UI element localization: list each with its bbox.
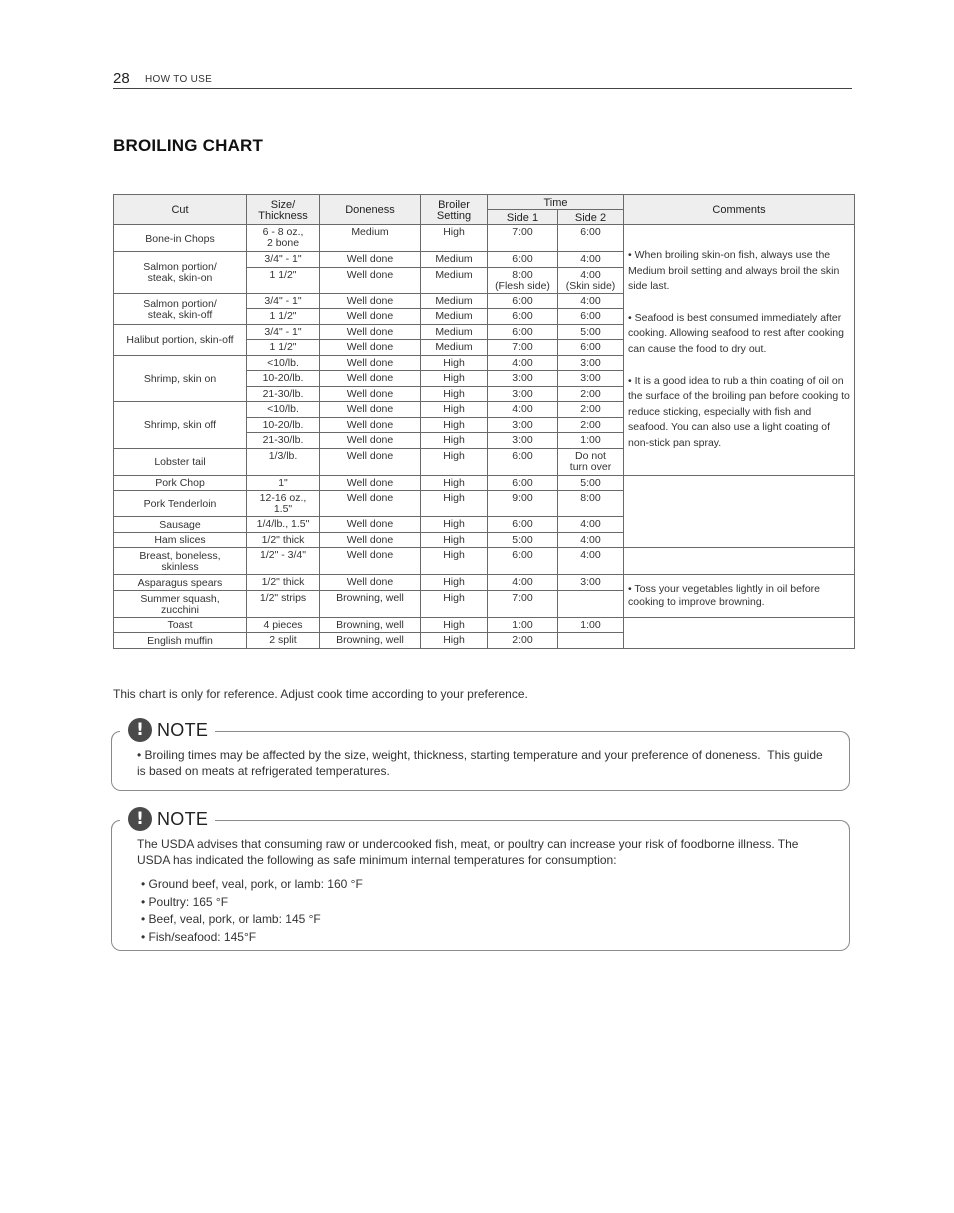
cell-cut: Shrimp, skin on bbox=[114, 355, 247, 402]
exclamation-icon: ! bbox=[128, 807, 152, 831]
cell-size: 6 - 8 oz., 2 bone bbox=[247, 225, 320, 252]
cell-comments-vegetables: • Toss your vegetables lightly in oil before cooking to improve browning. bbox=[624, 575, 855, 618]
cell-size: 1/3/lb. bbox=[247, 448, 320, 475]
table-row bbox=[114, 548, 855, 575]
cell-doneness: Well done bbox=[320, 433, 421, 449]
cell-doneness: Well done bbox=[320, 475, 421, 491]
cell-broiler-setting: High bbox=[421, 225, 488, 252]
cell-side-1: 3:00 bbox=[488, 371, 558, 387]
cell-side-2: 4:00 bbox=[558, 548, 624, 575]
cell-side-1: 6:00 bbox=[488, 293, 558, 309]
cell-cut: English muffin bbox=[114, 633, 247, 649]
cell-side-2: 4:00 bbox=[558, 252, 624, 268]
comment-text: • When broiling skin-on fish, always use the Medium broil setting and always broil the skin side last. bbox=[628, 248, 840, 293]
cell-side-2: 5:00 bbox=[558, 324, 624, 340]
cell-side-2: 2:00 bbox=[558, 386, 624, 402]
cell-size: 4 pieces bbox=[247, 617, 320, 633]
cell-side-2: 3:00 bbox=[558, 575, 624, 591]
table-row bbox=[114, 225, 855, 252]
cell-side-2: 4:00 bbox=[558, 517, 624, 533]
cell-side-1: 7:00 bbox=[488, 340, 558, 356]
cell-broiler-setting: High bbox=[421, 417, 488, 433]
note-text: The USDA advises that consuming raw or undercooked fish, meat, or poultry can increase your risk of foodborne illness. The USDA has indicated the following as safe minimum internal temperatures for consumption: bbox=[137, 837, 799, 867]
cell-doneness: Well done bbox=[320, 386, 421, 402]
cell-side-1: 3:00 bbox=[488, 386, 558, 402]
cell-size: 1 1/2" bbox=[247, 267, 320, 293]
header-side-2: Side 2 bbox=[558, 210, 624, 225]
cell-size: 2 split bbox=[247, 633, 320, 649]
cell-side-1: 6:00 bbox=[488, 309, 558, 325]
list-item: • Beef, veal, pork, or lamb: 145 °F bbox=[141, 911, 829, 929]
header-doneness: Doneness bbox=[320, 195, 421, 225]
cell-broiler-setting: Medium bbox=[421, 324, 488, 340]
cell-size: 3/4" - 1" bbox=[247, 324, 320, 340]
cell-size: 21-30/lb. bbox=[247, 386, 320, 402]
cell-size: 1/2" thick bbox=[247, 532, 320, 548]
cell-side-1: 4:00 bbox=[488, 355, 558, 371]
header-broiler-setting: Broiler Setting bbox=[421, 195, 488, 225]
cell-cut: Summer squash, zucchini bbox=[114, 590, 247, 617]
cell-comments-empty bbox=[624, 475, 855, 548]
cell-broiler-setting: Medium bbox=[421, 293, 488, 309]
cell-doneness: Browning, well bbox=[320, 617, 421, 633]
cell-size: 10-20/lb. bbox=[247, 371, 320, 387]
note-heading bbox=[128, 717, 214, 743]
cell-size: 1 1/2" bbox=[247, 309, 320, 325]
table-row bbox=[114, 475, 855, 491]
header-comments: Comments bbox=[624, 195, 855, 225]
cell-cut: Sausage bbox=[114, 517, 247, 533]
header-size: Size/ Thickness bbox=[247, 195, 320, 225]
cell-comments-empty bbox=[624, 617, 855, 648]
cell-doneness: Well done bbox=[320, 340, 421, 356]
cell-cut: Toast bbox=[114, 617, 247, 633]
cell-broiler-setting: Medium bbox=[421, 309, 488, 325]
cell-doneness: Well done bbox=[320, 309, 421, 325]
cell-doneness: Well done bbox=[320, 267, 421, 293]
cell-doneness: Well done bbox=[320, 402, 421, 418]
cell-doneness: Well done bbox=[320, 517, 421, 533]
cell-side-2 bbox=[558, 633, 624, 649]
cell-cut: Salmon portion/ steak, skin-off bbox=[114, 293, 247, 324]
table-row bbox=[114, 617, 855, 633]
reference-note: This chart is only for reference. Adjust cook time according to your preference. bbox=[113, 687, 528, 701]
cell-cut: Pork Chop bbox=[114, 475, 247, 491]
note-content bbox=[137, 747, 829, 779]
cell-broiler-setting: High bbox=[421, 475, 488, 491]
cell-size: 12-16 oz., 1.5" bbox=[247, 491, 320, 517]
list-item: • Ground beef, veal, pork, or lamb: 160 °F bbox=[141, 876, 829, 894]
cell-side-1: 6:00 bbox=[488, 548, 558, 575]
cell-doneness: Well done bbox=[320, 575, 421, 591]
cell-broiler-setting: Medium bbox=[421, 267, 488, 293]
cell-side-2: 6:00 bbox=[558, 340, 624, 356]
cell-broiler-setting: Medium bbox=[421, 340, 488, 356]
page-number: 28 bbox=[113, 70, 130, 87]
cell-broiler-setting: High bbox=[421, 532, 488, 548]
cell-side-1: 6:00 bbox=[488, 517, 558, 533]
page-title: BROILING CHART bbox=[113, 136, 264, 155]
cell-doneness: Well done bbox=[320, 491, 421, 517]
cell-doneness: Browning, well bbox=[320, 590, 421, 617]
cell-side-1: 6:00 bbox=[488, 475, 558, 491]
cell-size: 1" bbox=[247, 475, 320, 491]
note-label: NOTE bbox=[157, 808, 209, 829]
cell-side-2: 6:00 bbox=[558, 225, 624, 252]
cell-side-1: 1:00 bbox=[488, 617, 558, 633]
cell-size: 1 1/2" bbox=[247, 340, 320, 356]
cell-doneness: Medium bbox=[320, 225, 421, 252]
cell-side-2 bbox=[558, 590, 624, 617]
cell-side-2: 2:00 bbox=[558, 402, 624, 418]
cell-broiler-setting: High bbox=[421, 575, 488, 591]
cell-side-2: 1:00 bbox=[558, 617, 624, 633]
exclamation-icon: ! bbox=[128, 718, 152, 742]
broiling-chart-table bbox=[113, 194, 855, 649]
cell-size: <10/lb. bbox=[247, 402, 320, 418]
cell-side-1: 6:00 bbox=[488, 324, 558, 340]
cell-comments-seafood bbox=[624, 225, 855, 476]
cell-comments-empty bbox=[624, 548, 855, 575]
note-box-1 bbox=[111, 719, 850, 791]
cell-size: 1/2" strips bbox=[247, 590, 320, 617]
list-item: • Fish/seafood: 145°F bbox=[141, 929, 829, 947]
cell-doneness: Well done bbox=[320, 355, 421, 371]
table-row bbox=[114, 575, 855, 591]
cell-side-1: 8:00 (Flesh side) bbox=[488, 267, 558, 293]
cell-side-1: 6:00 bbox=[488, 252, 558, 268]
cell-cut: Pork Tenderloin bbox=[114, 491, 247, 517]
cell-doneness: Well done bbox=[320, 417, 421, 433]
cell-side-1: 3:00 bbox=[488, 433, 558, 449]
cell-side-1: 6:00 bbox=[488, 448, 558, 475]
cell-side-1: 5:00 bbox=[488, 532, 558, 548]
cell-cut: Salmon portion/ steak, skin-on bbox=[114, 252, 247, 294]
note-box-2 bbox=[111, 808, 850, 951]
cell-side-1: 7:00 bbox=[488, 225, 558, 252]
cell-doneness: Well done bbox=[320, 548, 421, 575]
cell-broiler-setting: Medium bbox=[421, 252, 488, 268]
note-label: NOTE bbox=[157, 719, 209, 740]
cell-doneness: Well done bbox=[320, 448, 421, 475]
cell-side-2: 1:00 bbox=[558, 433, 624, 449]
cell-side-1: 2:00 bbox=[488, 633, 558, 649]
cell-broiler-setting: High bbox=[421, 517, 488, 533]
cell-side-1: 7:00 bbox=[488, 590, 558, 617]
page-header bbox=[113, 70, 852, 89]
cell-broiler-setting: High bbox=[421, 491, 488, 517]
cell-broiler-setting: High bbox=[421, 448, 488, 475]
cell-side-1: 4:00 bbox=[488, 575, 558, 591]
cell-size: <10/lb. bbox=[247, 355, 320, 371]
cell-doneness: Well done bbox=[320, 324, 421, 340]
cell-broiler-setting: High bbox=[421, 371, 488, 387]
cell-cut: Asparagus spears bbox=[114, 575, 247, 591]
section-label: HOW TO USE bbox=[145, 74, 213, 85]
cell-broiler-setting: High bbox=[421, 633, 488, 649]
cell-cut: Ham slices bbox=[114, 532, 247, 548]
cell-cut: Shrimp, skin off bbox=[114, 402, 247, 449]
cell-side-2: 3:00 bbox=[558, 371, 624, 387]
cell-doneness: Well done bbox=[320, 293, 421, 309]
cell-cut: Breast, boneless, skinless bbox=[114, 548, 247, 575]
temperature-list bbox=[141, 876, 829, 946]
cell-size: 1/2" - 3/4" bbox=[247, 548, 320, 575]
cell-broiler-setting: High bbox=[421, 386, 488, 402]
comment-text: • It is a good idea to rub a thin coating of oil on the surface of the broiling pan before cooking to reduce sticking, especially with fish and seafood. You can also use a light coating of non-stick pan spray. bbox=[628, 374, 850, 449]
cell-size: 1/4/lb., 1.5" bbox=[247, 517, 320, 533]
cell-side-1: 9:00 bbox=[488, 491, 558, 517]
cell-side-2: 3:00 bbox=[558, 355, 624, 371]
cell-cut: Halibut portion, skin-off bbox=[114, 324, 247, 355]
header-cut: Cut bbox=[114, 195, 247, 225]
header-side-1: Side 1 bbox=[488, 210, 558, 225]
note-text: • Broiling times may be affected by the size, weight, thickness, starting temperature and your preference of doneness. This guide is based on meats at refrigerated temperatures. bbox=[137, 748, 823, 778]
cell-cut: Lobster tail bbox=[114, 448, 247, 475]
comment-text: • Seafood is best consumed immediately after cooking. Allowing seafood to rest after cooking can cause the food to dry out. bbox=[628, 311, 844, 355]
cell-size: 3/4" - 1" bbox=[247, 293, 320, 309]
cell-side-1: 3:00 bbox=[488, 417, 558, 433]
cell-size: 3/4" - 1" bbox=[247, 252, 320, 268]
cell-broiler-setting: High bbox=[421, 433, 488, 449]
cell-doneness: Well done bbox=[320, 532, 421, 548]
note-content bbox=[137, 836, 829, 946]
cell-side-2: Do not turn over bbox=[558, 448, 624, 475]
note-heading bbox=[128, 806, 214, 832]
cell-doneness: Browning, well bbox=[320, 633, 421, 649]
cell-broiler-setting: High bbox=[421, 355, 488, 371]
cell-size: 21-30/lb. bbox=[247, 433, 320, 449]
cell-doneness: Well done bbox=[320, 371, 421, 387]
cell-side-1: 4:00 bbox=[488, 402, 558, 418]
cell-side-2: 8:00 bbox=[558, 491, 624, 517]
cell-side-2: 4:00 bbox=[558, 532, 624, 548]
cell-broiler-setting: High bbox=[421, 590, 488, 617]
cell-size: 1/2" thick bbox=[247, 575, 320, 591]
cell-broiler-setting: High bbox=[421, 548, 488, 575]
cell-broiler-setting: High bbox=[421, 402, 488, 418]
cell-side-2: 5:00 bbox=[558, 475, 624, 491]
cell-doneness: Well done bbox=[320, 252, 421, 268]
list-item: • Poultry: 165 °F bbox=[141, 894, 829, 912]
cell-cut: Bone-in Chops bbox=[114, 225, 247, 252]
header-time: Time bbox=[488, 195, 624, 210]
cell-side-2: 6:00 bbox=[558, 309, 624, 325]
cell-side-2: 4:00 bbox=[558, 293, 624, 309]
cell-side-2: 4:00 (Skin side) bbox=[558, 267, 624, 293]
cell-size: 10-20/lb. bbox=[247, 417, 320, 433]
cell-broiler-setting: High bbox=[421, 617, 488, 633]
cell-side-2: 2:00 bbox=[558, 417, 624, 433]
